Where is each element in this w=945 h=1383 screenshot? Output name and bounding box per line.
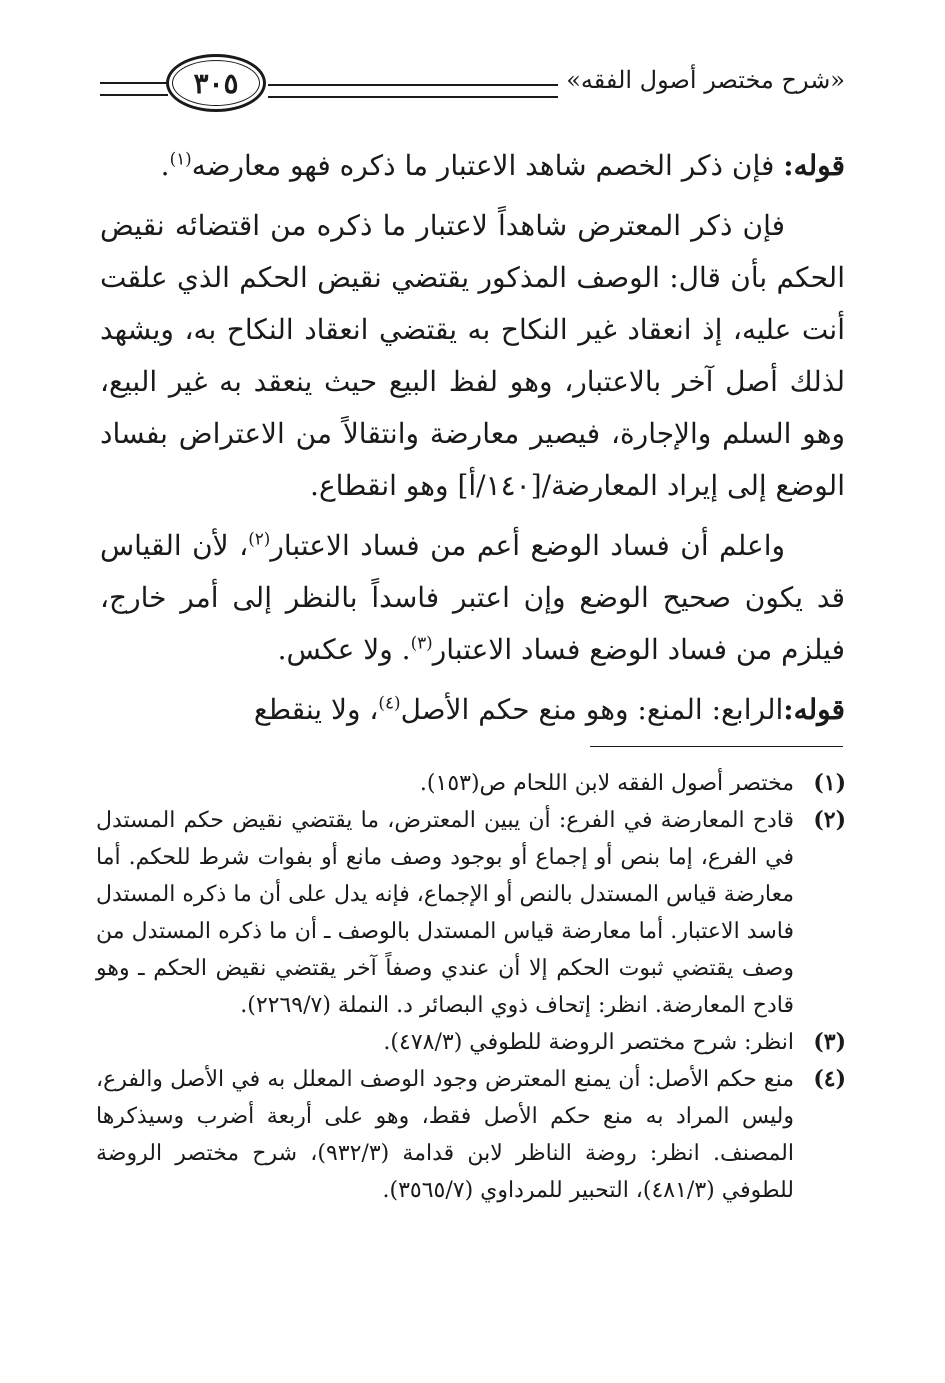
footnote-ref-1: (١): [169, 148, 192, 169]
paragraph-4: [100, 684, 845, 736]
keyword-qawluh: قوله:: [783, 693, 845, 726]
page-number-oval: [166, 54, 266, 112]
footnote-text: منع حكم الأصل: أن يمنع المعترض وجود الوصف المعلل به في الأصل والفرع، وليس المراد به منع حكم الأصل فقط، وهو على أربعة أضرب وسيذكرها المصنف. انظر: روضة الناظر لابن قدامة (٩٣٢/٣)، شرح مختصر الروضة للطوفي (٤٨١/٣)، التحبير للمرداوي (٣٥٦٥/٧).: [96, 1067, 794, 1203]
footnote-ref-4: (٤): [378, 692, 401, 713]
footnote-number: (٤): [813, 1066, 846, 1092]
paragraph-4-text-a: الرابع: المنع: وهو منع حكم الأصل: [400, 693, 784, 726]
keyword-qawluh: قوله:: [783, 149, 845, 182]
footnote: [96, 765, 846, 802]
paragraph-3-text-c: . ولا عكس.: [277, 633, 411, 666]
paragraph-2: فإن ذكر المعترض شاهداً لاعتبار ما ذكره من اقتضائه نقيض الحكم بأن قال: الوصف المذكور يقتضي نقيض الحكم الذي علقت أنت عليه، إذ انعقاد غير النكاح به يقتضي انعقاد النكاح به، ويشهد لذلك أصل آخر بالاعتبار، وهو لفظ البيع حيث ينعقد به غير البيع، وهو السلم والإجارة، فيصير معارضة وانتقالاً من الاعتراض بفساد الوضع إلى إيراد المعارضة/[١٤٠/أ] وهو انقطاع.: [100, 209, 845, 502]
paragraph-1-end: .: [160, 149, 170, 182]
footnote-text: قادح المعارضة في الفرع: أن يبين المعترض، ما يقتضي نقيض حكم المستدل في الفرع، إما بنص أو إجماع أو بوجود وصف مانع أو بفوات شرط للحكم. أما معارضة قياس المستدل بالنص أو الإجماع، فإنه يدل على أن ما ذكره المستدل فاسد الاعتبار. أما معارضة قياس المستدل بالوصف ـ أن ما ذكره المستدل من وصف يقتضي ثبوت الحكم إلا أن عندي وصفاً آخر يقتضي نقيض الحكم ـ وهو قادح المعارضة. انظر: إتحاف ذوي البصائر د. النملة (٢٢٦٩/٧).: [96, 808, 794, 1018]
footnote-text: مختصر أصول الفقه لابن اللحام ص(١٥٣).: [419, 771, 794, 796]
page-number: ٣٠٥: [193, 67, 239, 100]
paragraph-3-text-a: واعلم أن فساد الوضع أعم من فساد الاعتبار: [270, 529, 785, 562]
footnote-number: (١): [813, 770, 846, 796]
footnote-ref-3: (٣): [410, 632, 433, 653]
main-text: [100, 140, 845, 744]
footnote-ref-2: (٢): [248, 528, 271, 549]
footnote: [96, 1061, 846, 1209]
paragraph-4-text-b: ، ولا ينقطع: [253, 693, 379, 726]
paragraph-1-text: فإن ذكر الخصم شاهد الاعتبار ما ذكره فهو معارضه: [191, 149, 784, 182]
footnote: [96, 1024, 846, 1061]
header-rule-left: [100, 82, 168, 96]
footnote-number: (٣): [813, 1029, 846, 1055]
paragraph-3: [100, 520, 845, 676]
header-rule-right: [268, 84, 558, 98]
footnote-number: (٢): [813, 807, 846, 833]
page-header: [100, 52, 845, 122]
footnote-text: انظر: شرح مختصر الروضة للطوفي (٤٧٨/٣).: [383, 1030, 794, 1055]
running-title: «شرح مختصر أصول الفقه»: [566, 66, 845, 94]
paragraph-3-text-b: ، لأن القياس قد يكون صحيح الوضع وإن اعتبر فاسداً بالنظر إلى أمر خارج، فيلزم من فساد الوضع فساد الاعتبار: [100, 529, 845, 666]
paragraph-1: [100, 140, 845, 192]
footnote: [96, 802, 846, 1024]
footnote-separator: [590, 746, 843, 747]
footnotes: [96, 765, 846, 1209]
